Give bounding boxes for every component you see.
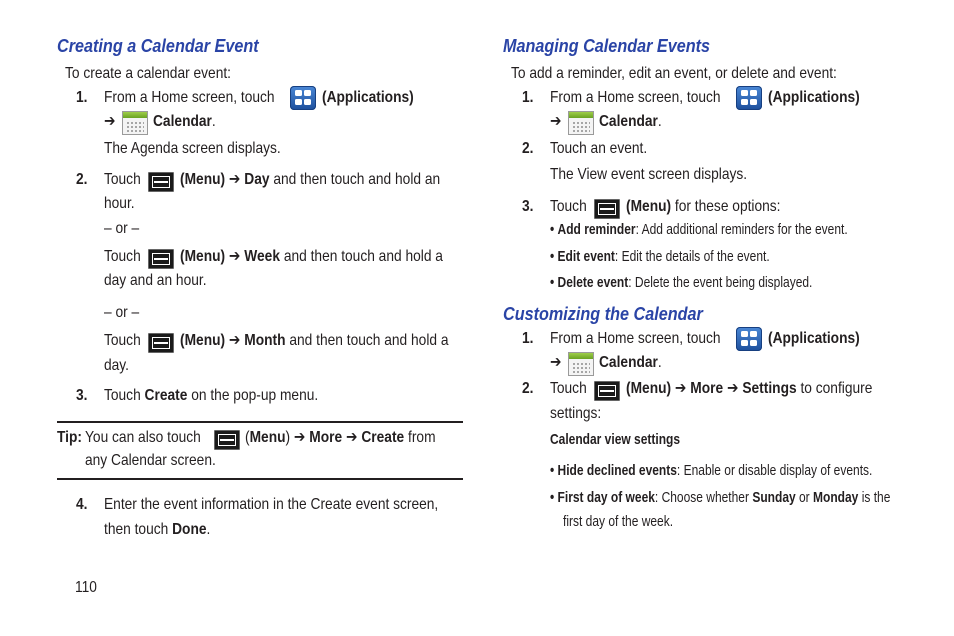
step-note: The View event screen displays. [550, 166, 748, 183]
step-text: (Menu) ➔ More ➔ Settings to configure [626, 380, 873, 397]
or-separator: – or – [104, 220, 140, 237]
option-item: • Edit event: Edit the details of the event. [550, 248, 770, 265]
step-text: hour. [104, 195, 135, 212]
setting-item: • First day of week: Choose whether Sunday or Monday is the [550, 489, 891, 506]
step-text: Touch [104, 248, 141, 265]
step-text: Touch Create on the pop-up menu. [104, 387, 319, 404]
menu-icon [148, 333, 174, 353]
menu-icon [594, 381, 620, 401]
tip-text: (Menu) ➔ More ➔ Create from [245, 429, 436, 446]
step-text: Touch [104, 171, 141, 188]
step-text: Touch [550, 198, 587, 215]
setting-item: • Hide declined events: Enable or disable display of events. [550, 462, 873, 479]
calendar-label: Calendar. [599, 354, 662, 371]
or-separator: – or – [104, 304, 140, 321]
tip-text: any Calendar screen. [85, 452, 216, 469]
menu-icon [148, 172, 174, 192]
section-heading-creating-event: Creating a Calendar Event [57, 36, 259, 56]
step-number: 2. [76, 171, 88, 188]
step-text: (Menu) ➔ Week and then touch and hold a [180, 248, 443, 265]
sub-heading: Calendar view settings [550, 431, 681, 448]
applications-icon [736, 86, 762, 110]
step-text: Touch [104, 332, 141, 349]
tip-rule-bottom [57, 478, 463, 480]
tip-label: Tip: [57, 429, 82, 446]
step-text: then touch Done. [104, 521, 211, 538]
applications-label: (Applications) [768, 330, 860, 347]
step-text: (Menu) ➔ Month and then touch and hold a [180, 332, 449, 349]
arrow-glyph: ➔ [550, 354, 562, 371]
step-text: Enter the event information in the Create event screen, [104, 496, 439, 513]
step-number: 4. [76, 496, 88, 513]
arrow-glyph: ➔ [104, 113, 116, 130]
step-text: day. [104, 357, 129, 374]
intro-text: To add a reminder, edit an event, or delete and event: [511, 65, 837, 82]
tip-rule-top [57, 421, 463, 423]
section-heading-managing-events: Managing Calendar Events [503, 36, 711, 56]
step-number: 2. [522, 140, 534, 157]
applications-label: (Applications) [768, 89, 860, 106]
step-number: 3. [76, 387, 88, 404]
step-number: 1. [76, 89, 88, 106]
step-number: 3. [522, 198, 534, 215]
tip-text: You can also touch [85, 429, 201, 446]
option-item: • Delete event: Delete the event being displayed. [550, 274, 813, 291]
step-text: Touch [550, 380, 587, 397]
calendar-icon [122, 111, 148, 135]
step-text: From a Home screen, touch [104, 89, 275, 106]
menu-icon [148, 249, 174, 269]
intro-text: To create a calendar event: [65, 65, 231, 82]
step-text: settings: [550, 405, 602, 422]
menu-icon [214, 430, 240, 450]
applications-icon [736, 327, 762, 351]
page-number: 110 [75, 579, 97, 596]
step-text: (Menu) ➔ Day and then touch and hold an [180, 171, 441, 188]
applications-icon [290, 86, 316, 110]
step-number: 1. [522, 89, 534, 106]
step-text: From a Home screen, touch [550, 330, 721, 347]
menu-icon [594, 199, 620, 219]
calendar-icon [568, 111, 594, 135]
calendar-label: Calendar. [153, 113, 216, 130]
setting-item: first day of the week. [563, 513, 674, 530]
section-heading-customizing: Customizing the Calendar [503, 304, 703, 324]
step-note: The Agenda screen displays. [104, 140, 281, 157]
option-item: • Add reminder: Add additional reminders for the event. [550, 221, 848, 238]
step-number: 2. [522, 380, 534, 397]
step-text: Touch an event. [550, 140, 648, 157]
arrow-glyph: ➔ [550, 113, 562, 130]
step-text: (Menu) for these options: [626, 198, 781, 215]
applications-label: (Applications) [322, 89, 414, 106]
step-number: 1. [522, 330, 534, 347]
step-text: day and an hour. [104, 272, 207, 289]
calendar-label: Calendar. [599, 113, 662, 130]
step-text: From a Home screen, touch [550, 89, 721, 106]
calendar-icon [568, 352, 594, 376]
